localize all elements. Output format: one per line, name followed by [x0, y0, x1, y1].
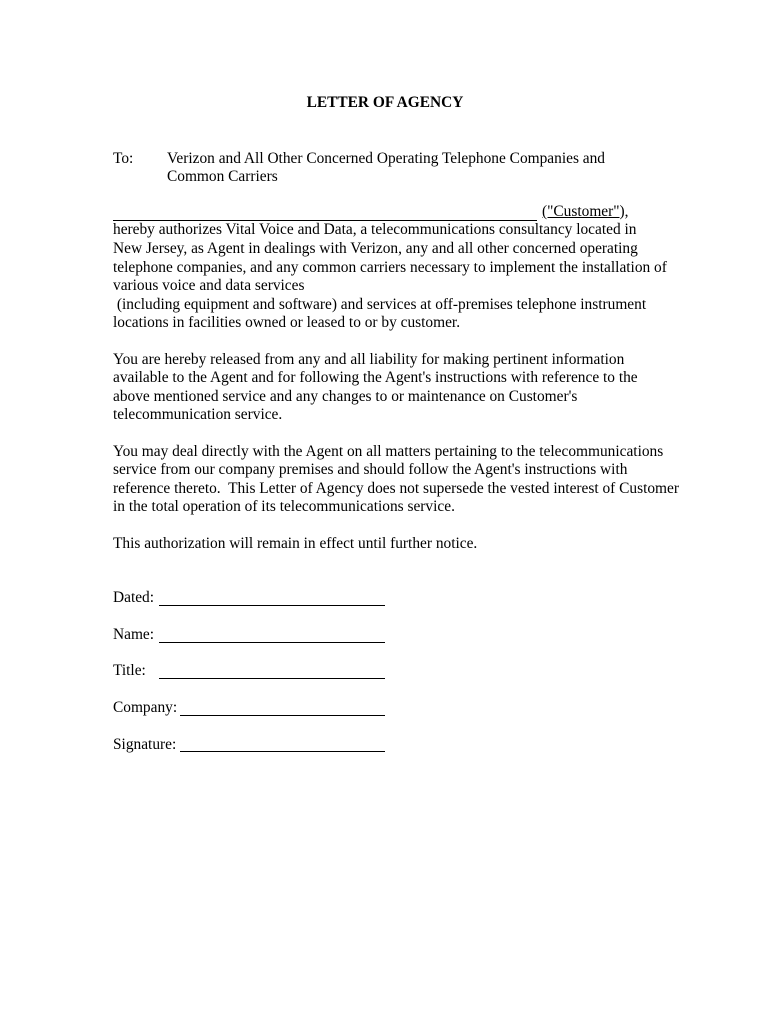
- paragraph-line: service from our company premises and should follow the Agent's instructions with: [113, 461, 628, 478]
- paragraph-line: telecommunication service.: [113, 406, 283, 423]
- name-field[interactable]: [159, 641, 385, 643]
- paragraph-line: locations in facilities owned or leased to or by customer.: [113, 314, 461, 331]
- paragraph-line: hereby authorizes Vital Voice and Data, a telecommunications consultancy located in: [113, 221, 637, 238]
- company-field[interactable]: [180, 714, 385, 716]
- title-label: Title:: [113, 662, 146, 679]
- customer-label: ("Customer"),: [542, 203, 629, 220]
- company-label: Company:: [113, 699, 178, 716]
- signature-field[interactable]: [180, 750, 385, 752]
- to-line: Common Carriers: [167, 168, 278, 185]
- title-field[interactable]: [159, 677, 385, 679]
- paragraph-line: available to the Agent and for following the Agent's instructions with reference to the: [113, 369, 638, 386]
- signature-label: Signature:: [113, 736, 177, 753]
- name-label: Name:: [113, 626, 155, 643]
- to-label: To:: [113, 150, 134, 167]
- customer-name-blank[interactable]: [113, 203, 537, 221]
- paragraph-effect: This authorization will remain in effect until further notice.: [113, 535, 478, 552]
- paragraph-line: You may deal directly with the Agent on all matters pertaining to the telecommunications: [113, 443, 664, 460]
- paragraph-line: above mentioned service and any changes to or maintenance on Customer's: [113, 388, 578, 405]
- paragraph-line: various voice and data services: [113, 277, 305, 294]
- paragraph-line: (including equipment and software) and services at off-premises telephone instrument: [113, 296, 647, 313]
- paragraph-line: New Jersey, as Agent in dealings with Verizon, any and all other concerned operating: [113, 240, 638, 257]
- to-line: Verizon and All Other Concerned Operating Telephone Companies and: [167, 150, 605, 167]
- dated-field[interactable]: [159, 604, 385, 606]
- paragraph-line: You are hereby released from any and all liability for making pertinent information: [113, 351, 625, 368]
- dated-label: Dated:: [113, 589, 155, 606]
- paragraph-line: telephone companies, and any common carriers necessary to implement the installation of: [113, 259, 667, 276]
- paragraph-line: in the total operation of its telecommunications service.: [113, 498, 455, 515]
- letter-title: LETTER OF AGENCY: [306, 94, 464, 111]
- paragraph-line: reference thereto. This Letter of Agency does not supersede the vested interest of Customer: [113, 480, 679, 497]
